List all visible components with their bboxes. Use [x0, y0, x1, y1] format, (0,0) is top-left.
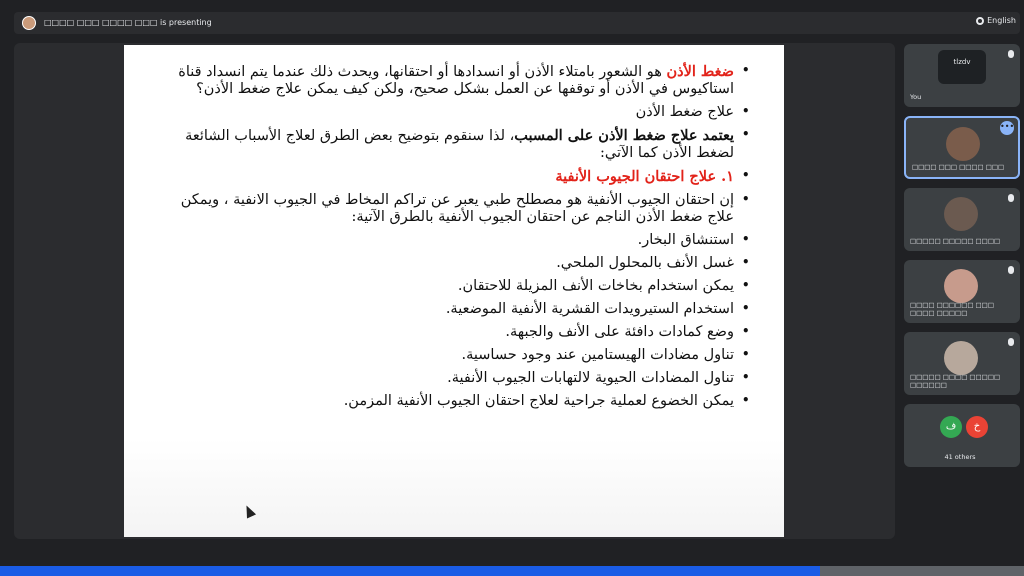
- bullet-text: استنشاق البخار.: [637, 232, 734, 248]
- avatar: [946, 127, 980, 161]
- bullet-text: تناول مضادات الهيستامين عند وجود حساسية.: [461, 347, 734, 363]
- bullet-text: وضع كمادات دافئة على الأنف والجبهة.: [505, 324, 734, 340]
- language-selector[interactable]: [976, 14, 1016, 28]
- shared-slide: [124, 45, 784, 537]
- slide-bullet: [152, 127, 752, 162]
- slide-bullet: [152, 63, 752, 98]
- bullet-lead: يعتمد علاج ضغط الأذن على المسبب: [514, 127, 734, 144]
- bullet-text: هو الشعور بامتلاء الأذن أو انسدادها أو احتقانها، ويحدث ذلك عندما يتم انسداد قناة استاكيوس في الأذن أو توقفها عن العمل بشكل صحيح، ولكن كيف يمكن علاج ضغط الأذن؟: [178, 64, 734, 97]
- bullet-text: استخدام الستيرويدات القشرية الأنفية الموضعية.: [445, 301, 734, 317]
- presenter-label: □□□□ □□□ □□□□ □□□ is presenting: [44, 18, 212, 27]
- slide-bullet: [152, 278, 752, 295]
- slide-bullet: [152, 347, 752, 364]
- participant-name: □□□□ □□□□□□ □□□ □□□□ □□□□□: [910, 301, 994, 317]
- mic-off-icon: [1008, 194, 1014, 202]
- avatar: [944, 269, 978, 303]
- avatar: خ: [966, 416, 988, 438]
- slide-bullet: [152, 255, 752, 272]
- bullet-text: إن احتقان الجيوب الأنفية هو مصطلح طبي يعبر عن تراكم المخاط في الجيوب الانفية ، ويمكن علاج ضغط الأذن الناجم عن احتقان الجيوب الأنفية بالطرق الآتية:: [180, 192, 734, 225]
- more-options-icon[interactable]: •••: [1000, 121, 1014, 135]
- others-tile[interactable]: [904, 404, 1020, 467]
- slide-bullet-list: [152, 63, 752, 410]
- gear-icon: [976, 17, 984, 25]
- mic-off-icon: [1008, 266, 1014, 274]
- bullet-lead: ١. علاج احتقان الجيوب الأنفية: [555, 168, 734, 185]
- slide-bullet: [152, 393, 752, 410]
- bullet-text: تناول المضادات الحيوية لالتهابات الجيوب الأنفية.: [447, 370, 734, 386]
- mic-off-icon: [1008, 338, 1014, 346]
- language-label: English: [987, 16, 1016, 25]
- avatar: [944, 197, 978, 231]
- participant-tile-2[interactable]: [904, 188, 1020, 251]
- participant-name: You: [910, 93, 922, 101]
- avatar: ف: [940, 416, 962, 438]
- bottom-progress-bar: [0, 566, 820, 576]
- slide-bullet: [152, 370, 752, 387]
- bullet-lead: ضغط الأذن: [666, 63, 734, 80]
- participant-tile-3[interactable]: [904, 260, 1020, 323]
- slide-bullet: [152, 232, 752, 249]
- others-count: 41 others: [944, 453, 976, 461]
- bottom-bar-remainder: [820, 566, 1024, 576]
- bullet-text: غسل الأنف بالمحلول الملحي.: [556, 255, 734, 271]
- you-logo: tlzdv: [938, 50, 986, 84]
- participant-name: □□□□□ □□□□ □□□□□ □□□□□□: [910, 373, 1001, 389]
- participant-tile-you[interactable]: [904, 44, 1020, 107]
- slide-bullet: [152, 324, 752, 341]
- others-avatars: [940, 416, 988, 438]
- slide-bullet: [152, 301, 752, 318]
- presenting-bar: [14, 12, 1020, 34]
- bullet-text: ، لذا سنقوم بتوضيح بعض الطرق لعلاج الأسباب الشائعة لضغط الأذن كما الآتي:: [185, 128, 734, 161]
- participant-tile-1[interactable]: [904, 116, 1020, 179]
- bullet-text: يمكن استخدام بخاخات الأنف المزيلة للاحتقان.: [457, 278, 734, 294]
- mic-off-icon: [1008, 50, 1014, 58]
- presenter-avatar: [22, 16, 36, 30]
- avatar: [944, 341, 978, 375]
- bullet-text: علاج ضغط الأذن: [635, 104, 734, 120]
- participant-name: □□□□□ □□□□□ □□□□: [910, 237, 1001, 245]
- bullet-text: يمكن الخضوع لعملية جراحية لعلاج احتقان الجيوب الأنفية المزمن.: [343, 393, 734, 409]
- slide-content: [152, 63, 752, 416]
- participant-tile-4[interactable]: [904, 332, 1020, 395]
- participant-name: □□□□ □□□ □□□□ □□□: [912, 163, 1005, 171]
- slide-bullet: [152, 104, 752, 121]
- slide-bullet: [152, 192, 752, 226]
- slide-bullet: [152, 168, 752, 186]
